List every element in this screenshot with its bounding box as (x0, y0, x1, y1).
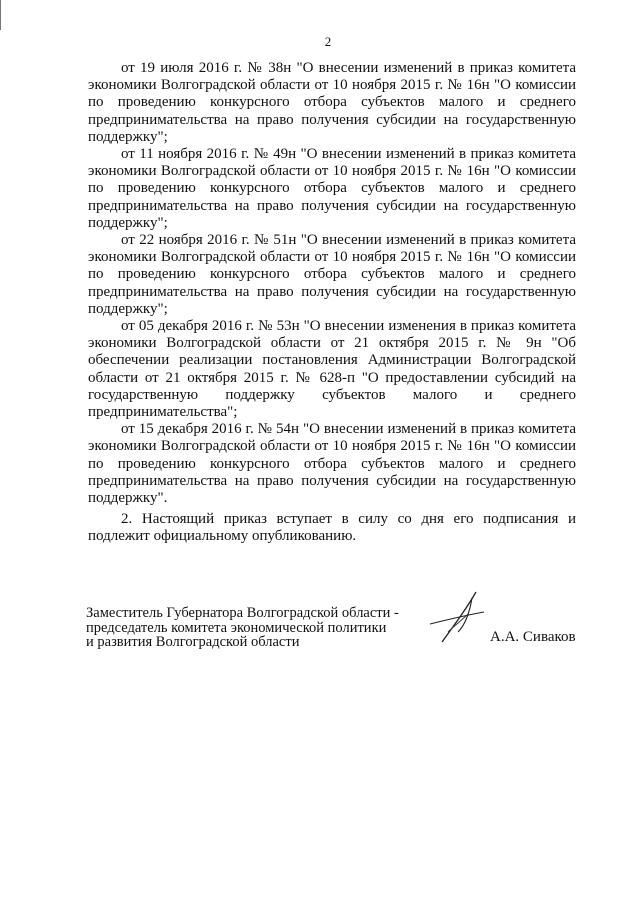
paragraph-order-51n: от 22 ноября 2016 г. № 51н "О внесении изменений в приказ комитета экономики Волгоградской области от 10 ноября 2015 г. № 16н "О комиссии по проведению конкурсного отбора субъектов малого и среднего предпринимательства на право получения субсидии на государственную поддержку"; (88, 232, 576, 317)
signatory-name: А.А. Сиваков (490, 629, 576, 645)
signatory-position-line: и развития Волгоградской области (86, 634, 300, 650)
signatory-position-line: председатель комитета экономической политики (86, 619, 387, 636)
signatory-position-line: Заместитель Губернатора Волгоградской области - (86, 605, 399, 621)
paragraph-effective-date: 2. Настоящий приказ вступает в силу со дня его подписания и подлежит официальному опубликованию. (88, 511, 576, 545)
scan-edge-mark (0, 0, 1, 30)
paragraph-order-49n: от 11 ноября 2016 г. № 49н "О внесении изменений в приказ комитета экономики Волгоградской области от 10 ноября 2015 г. № 16н "О комиссии по проведению конкурсного отбора субъектов малого и среднего предпринимательства на право получения субсидии на государственную поддержку"; (88, 146, 576, 231)
paragraph-order-38n: от 19 июля 2016 г. № 38н "О внесении изменений в приказ комитета экономики Волгоградской области от 10 ноября 2015 г. № 16н "О комиссии по проведению конкурсного отбора субъектов малого и среднего предпринимательства на право получения субсидии на государственную поддержку"; (88, 60, 576, 145)
paragraph-order-54n: от 15 декабря 2016 г. № 54н "О внесении изменений в приказ комитета экономики Волгоградской области от 10 ноября 2015 г. № 16н "О комиссии по проведению конкурсного отбора субъектов малого и среднего предпринимательства на право получения субсидии на государственную поддержку". (88, 421, 576, 507)
handwritten-signature (428, 588, 488, 648)
document-body (88, 60, 576, 546)
signatory-position (86, 606, 399, 650)
paragraph-order-53n: от 05 декабря 2016 г. № 53н "О внесении изменения в приказ комитета экономики Волгоградской области от 21 октября 2015 г. № 9н "Об обеспечении реализации постановления Администрации Волгоградской области от 21 октября 2015 г. № 628-п "О предоставлении субсидий на государственную поддержку субъектов малого и среднего предпринимательства"; (88, 318, 576, 421)
page-number: 2 (324, 34, 332, 49)
